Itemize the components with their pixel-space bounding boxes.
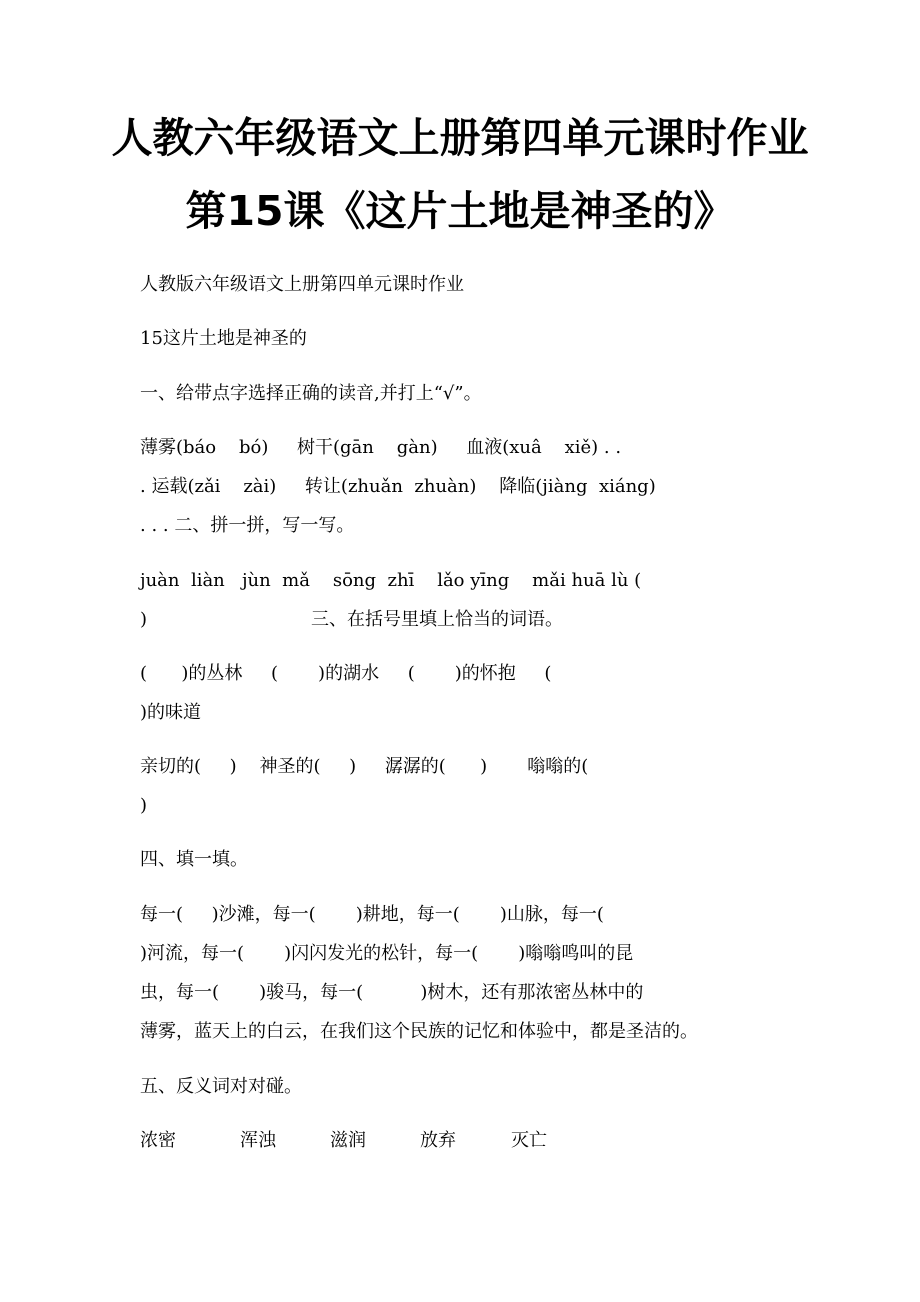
section-3-row-1: ( )的丛林 ( )的湖水 ( )的怀抱 ( <box>140 663 552 684</box>
section-3-heading: 三、在括号里填上恰当的词语。 <box>311 609 563 630</box>
section-1-line-2: . 运载(zǎi zài) 转让(zhuǎn zhuàn) 降临(jiàng xiáng) <box>140 476 656 497</box>
antonym-word: 浑浊 <box>240 1130 276 1151</box>
antonym-word: 灭亡 <box>511 1130 547 1151</box>
section-1-heading: 一、给带点字选择正确的读音,并打上“√”。 <box>140 383 482 404</box>
section-3-row-2-cont: ) <box>140 795 148 816</box>
section-4-para-line-1: 每一( )沙滩，每一( )耕地，每一( )山脉，每一( <box>140 904 604 925</box>
subtitle: 人教版六年级语文上册第四单元课时作业 <box>140 274 464 295</box>
section-1-line-1: 薄雾(báo bó) 树干(gān gàn) 血液(xuâ xiě) . . <box>140 437 622 458</box>
section-2-close-paren: ) <box>140 609 148 630</box>
document-title-line-1: 人教六年级语文上册第四单元课时作业 <box>111 114 809 162</box>
antonym-word: 放弃 <box>420 1130 456 1151</box>
section-5-heading: 五、反义词对对碰。 <box>140 1076 302 1097</box>
lesson-name: 15这片土地是神圣的 <box>140 328 307 349</box>
document-title-line-2: 第15课《这片土地是神圣的》 <box>185 187 735 235</box>
antonym-word: 浓密 <box>140 1130 176 1151</box>
section-4-para-line-2: )河流，每一( )闪闪发光的松针，每一( )嗡嗡鸣叫的昆 <box>140 943 634 964</box>
section-4-para-line-4: 薄雾，蓝天上的白云，在我们这个民族的记忆和体验中，都是圣洁的。 <box>140 1021 698 1042</box>
section-4-heading: 四、填一填。 <box>140 849 248 870</box>
section-1-line-3: . . . 二、拼一拼，写一写。 <box>140 515 355 536</box>
antonym-word: 滋润 <box>330 1130 366 1151</box>
section-2-pinyin-line: juàn liàn jùn mǎ sōng zhī lǎo yīng mǎi huā lù ( <box>140 570 642 591</box>
section-4-para-line-3: 虫，每一( )骏马，每一( )树木，还有那浓密丛林中的 <box>140 982 644 1003</box>
section-3-row-1-cont: )的味道 <box>140 702 202 723</box>
section-3-row-2: 亲切的( ) 神圣的( ) 潺潺的( ) 嗡嗡的( <box>140 756 589 777</box>
